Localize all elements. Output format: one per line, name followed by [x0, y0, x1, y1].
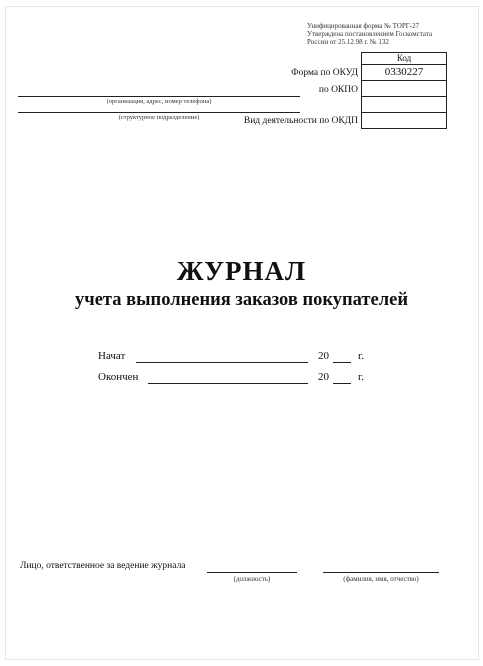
started-year-suffix: г.	[358, 350, 365, 362]
full-name-line[interactable]	[323, 572, 439, 573]
full-name-caption: (фамилия, имя, отчество)	[343, 575, 419, 583]
started-year-line[interactable]	[333, 362, 351, 363]
responsible-label: Лицо, ответственное за ведение журнала	[20, 561, 186, 571]
approval-line: Утверждена постановлением Госкомстата	[307, 30, 433, 38]
started-year-prefix: 20	[318, 350, 329, 362]
organization-line[interactable]	[18, 96, 300, 97]
ended-year-prefix: 20	[318, 371, 329, 383]
okpo-label: по ОКПО	[318, 85, 358, 95]
code-heading: Код	[396, 53, 412, 63]
form-number-line: Унифицированная форма № ТОРГ-27	[307, 22, 420, 30]
organization-caption: (организация, адрес, номер телефона)	[106, 98, 212, 105]
okdp-label: Вид деятельности по ОКДП	[243, 116, 358, 126]
okud-code-cell[interactable]: 0330227	[362, 64, 446, 80]
blank-code-cell[interactable]	[362, 96, 446, 112]
position-line[interactable]	[207, 572, 297, 573]
okdp-code-cell[interactable]	[362, 112, 446, 128]
position-caption: (должность)	[233, 575, 271, 583]
okpo-code-cell[interactable]	[362, 80, 446, 96]
ended-year-line[interactable]	[333, 383, 351, 384]
started-label: Начат	[98, 350, 126, 362]
ended-date-line[interactable]	[148, 383, 308, 384]
ended-label: Окончен	[98, 371, 139, 383]
journal-title: ЖУРНАЛ	[176, 256, 307, 286]
approval-date-line: России от 25.12.98 г. № 132	[307, 38, 389, 46]
form-approval-note	[307, 22, 477, 46]
journal-subtitle: учета выполнения заказов покупателей	[75, 290, 408, 310]
code-box	[361, 52, 447, 129]
subdivision-line[interactable]	[18, 112, 300, 113]
subdivision-caption: (структурное подразделение)	[118, 114, 200, 121]
started-date-line[interactable]	[136, 362, 308, 363]
ended-year-suffix: г.	[358, 371, 365, 383]
okud-label: Форма по ОКУД	[291, 68, 358, 78]
